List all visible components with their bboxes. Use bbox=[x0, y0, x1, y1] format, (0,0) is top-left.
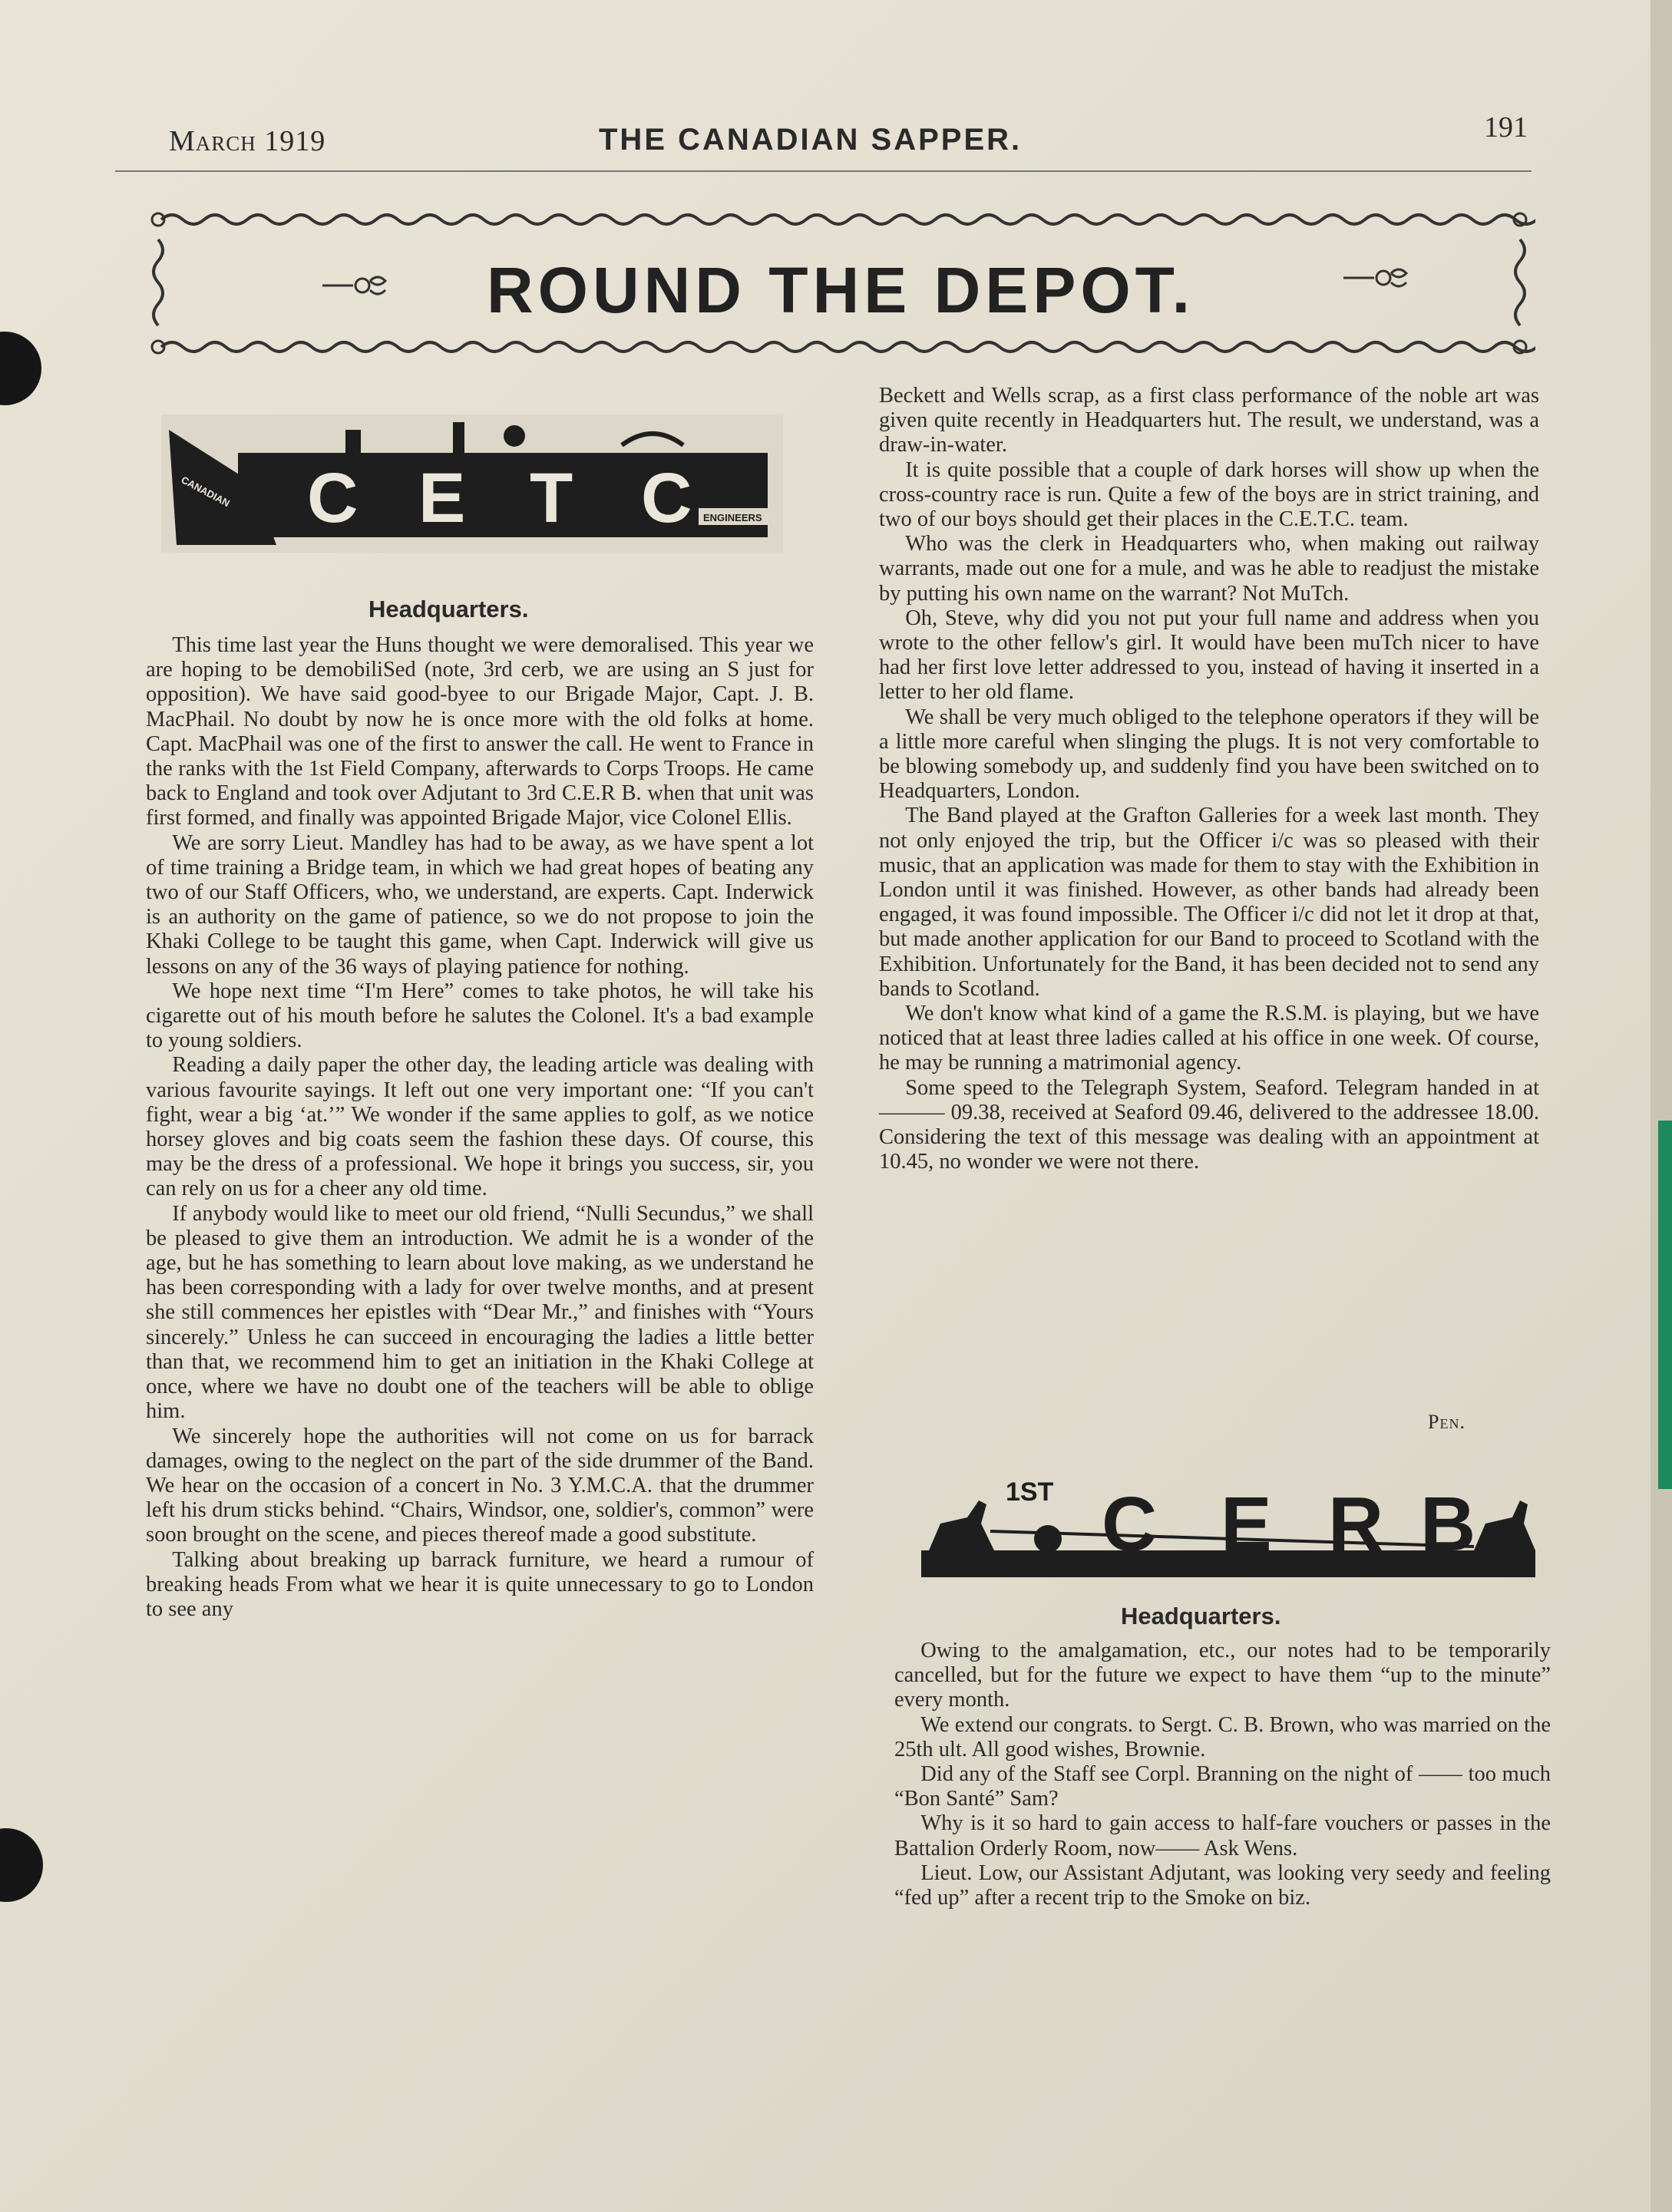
logo-letter: E bbox=[418, 459, 466, 537]
right-column-lower bbox=[894, 1639, 1551, 1910]
paragraph: We hope next time “I'm Here” comes to take photos, he will take his cigarette out of his mouth before he salutes the Colonel. It's a bad example to young soldiers. bbox=[146, 979, 814, 1053]
header-rule bbox=[115, 170, 1532, 172]
page-title: ROUND THE DEPOT. bbox=[486, 254, 1195, 326]
section-heading: Headquarters. bbox=[1121, 1603, 1281, 1629]
paragraph: The Band played at the Grafton Galleries for a week last month. They not only enjoyed the trip, but the Officer i/c was so pleased with their music, that an application was made for them to stay with the Exhibition in London until it was finished. However, as other bands had already been engaged, it was found impossible. The Officer i/c did not let it drop at that, but made another application for our Band to proceed to Scotland with the Exhibition. Unfortunately for the Band, it has been decided not to send any bands to Scotland. bbox=[879, 804, 1539, 1001]
logo-letter: B bbox=[1420, 1481, 1476, 1567]
paragraph: Lieut. Low, our Assistant Adjutant, was looking very seedy and feeling “fed up” after a recent trip to the Smoke on biz. bbox=[894, 1860, 1551, 1910]
logo-prefix: 1ST bbox=[1006, 1477, 1054, 1507]
paragraph: Owing to the amalgamation, etc., our notes had to be temporarily cancelled, but for the future we expect to have them “up to the minute” every month. bbox=[894, 1639, 1551, 1712]
paragraph: We extend our congrats. to Sergt. C. B. Brown, who was married on the 25th ult. All good wishes, Brownie. bbox=[894, 1712, 1551, 1761]
issue-date: March 1919 bbox=[169, 125, 326, 157]
paragraph: Talking about breaking up barrack furniture, we heard a rumour of breaking heads From what we hear it is quite unnecessary to go to London to see any bbox=[146, 1547, 814, 1621]
paragraph: Beckett and Wells scrap, as a first class performance of the noble art was given quite recently in Headquarters hut. The result, we understand, was a draw-in-water. bbox=[879, 384, 1539, 457]
paragraph: Who was the clerk in Headquarters who, when making out railway warrants, made out one for a mule, and was he able to readjust the mistake by putting his own name on the warrant? Not MuTch. bbox=[879, 532, 1539, 606]
paragraph: We shall be very much obliged to the telephone operators if they will be a little more careful when slinging the plugs. It is not very comfortable to be blowing somebody up, and suddenly find you have been switched on to Headquarters, London. bbox=[879, 705, 1539, 804]
paragraph: We sincerely hope the authorities will not come on us for barrack damages, owing to the neglect on the part of the side drummer of the Band. We hear on the occasion of a concert in No. 3 Y.M.C.A. that the drummer left his drum sticks behind. “Chairs, Windsor, one, soldier's, common” were soon brought on the scene, and pieces thereof made a good substitute. bbox=[146, 1424, 814, 1547]
logo-letter: E bbox=[1221, 1481, 1272, 1567]
right-column bbox=[879, 384, 1539, 1175]
paragraph: We don't know what kind of a game the R.S.M. is playing, but we have noticed that at least three ladies called at his office in one week. Of course, he may be running a matrimonial agency. bbox=[879, 1002, 1539, 1075]
paragraph: Oh, Steve, why did you not put your full name and address when you wrote to the other fellow's girl. It would have been muTch nicer to have had her first love letter addressed to you, instead of having it inserted in a letter to her old flame. bbox=[879, 606, 1539, 705]
section-banner bbox=[146, 201, 1535, 370]
author-signature: Pen. bbox=[1428, 1411, 1465, 1433]
paragraph: It is quite possible that a couple of dark horses will show up when the cross-country race is run. Quite a few of the boys are in strict training, and two of our boys should get their places in the C.E.T.C. team. bbox=[879, 457, 1539, 532]
logo-small-text: CANADIAN bbox=[179, 474, 232, 510]
paragraph: Why is it so hard to gain access to half-fare vouchers or passes in the Battalion Orderly Room, now—— Ask Wens. bbox=[894, 1811, 1551, 1860]
page-number: 191 bbox=[1484, 111, 1528, 144]
logo-letter: R bbox=[1328, 1481, 1384, 1567]
paragraph: Did any of the Staff see Corpl. Branning on the night of —— too much “Bon Santé” Sam? bbox=[894, 1762, 1551, 1811]
paragraph: Some speed to the Telegraph System, Seaford. Telegram handed in at ——— 09.38, received at Seaford 09.46, delivered to the addressee 18.00. Considering the text of this message was dealing with an appointment at 10.45, no wonder we were not there. bbox=[879, 1075, 1539, 1174]
cerb-logo bbox=[921, 1470, 1535, 1577]
paragraph: Reading a daily paper the other day, the leading article was dealing with various favourite sayings. It left out one very important one: “If you can't fight, wear a big ‘at.’” We wonder if the same applies to golf, as we notice horsey gloves and big coats seem the fashion these days. Of course, this may be the dress of a professional. We hope it brings you success, sir, you can rely on us for a cheer any old time. bbox=[146, 1053, 814, 1201]
green-tab bbox=[1658, 1121, 1672, 1489]
section-heading: Headquarters. bbox=[368, 596, 529, 622]
page-edge bbox=[1651, 0, 1672, 2212]
running-head bbox=[169, 111, 1528, 161]
logo-letter: C bbox=[307, 459, 359, 537]
paragraph: If anybody would like to meet our old friend, “Nulli Secundus,” we shall be pleased to give them an introduction. We admit he is a wonder of the age, but he has something to learn about love making, as we understand he has been corresponding with a lady for over twelve months, and at present she still commences her epistles with “Dear Mr.,” and finishes with “Yours sincerely.” Unless he can succeed in encouraging the ladies a little better than that, we recommend him to get an initiation in the Khaki College at once, where we have no doubt one of the teachers will be able to oblige him. bbox=[146, 1201, 814, 1424]
logo-small-text: ENGINEERS bbox=[703, 512, 762, 523]
cetc-logo bbox=[161, 414, 783, 553]
logo-letter: T bbox=[530, 459, 573, 537]
logo-letter: C bbox=[1102, 1481, 1158, 1567]
logo-letter: C bbox=[641, 459, 692, 537]
paragraph: We are sorry Lieut. Mandley has had to be away, as we have spent a lot of time training a Bridge team, in which we had great hopes of beating any two of our Staff Officers, who, we understand, are experts. Capt. Inderwick is an authority on the game of patience, so we do not propose to join the Khaki College to be taught this game, when Capt. Inderwick will give us lessons on any of the 36 ways of playing patience for nothing. bbox=[146, 830, 814, 979]
paragraph: This time last year the Huns thought we were demoralised. This year we are hoping to be demobiliSed (note, 3rd cerb, we are using an S just for opposition). We have said good-byee to our Brigade Major, Capt. J. B. MacPhail. No doubt by now he is once more with the old folks at home. Capt. MacPhail was one of the first to answer the call. He went to France in the ranks with the 1st Field Company, afterwards to Corps Troops. He came back to England and took over Adjutant to 3rd C.E.R B. when that unit was first formed, and finally was appointed Brigade Major, vice Colonel Ellis. bbox=[146, 633, 814, 830]
left-column bbox=[146, 633, 814, 1622]
publication-title: THE CANADIAN SAPPER. bbox=[599, 123, 1023, 157]
